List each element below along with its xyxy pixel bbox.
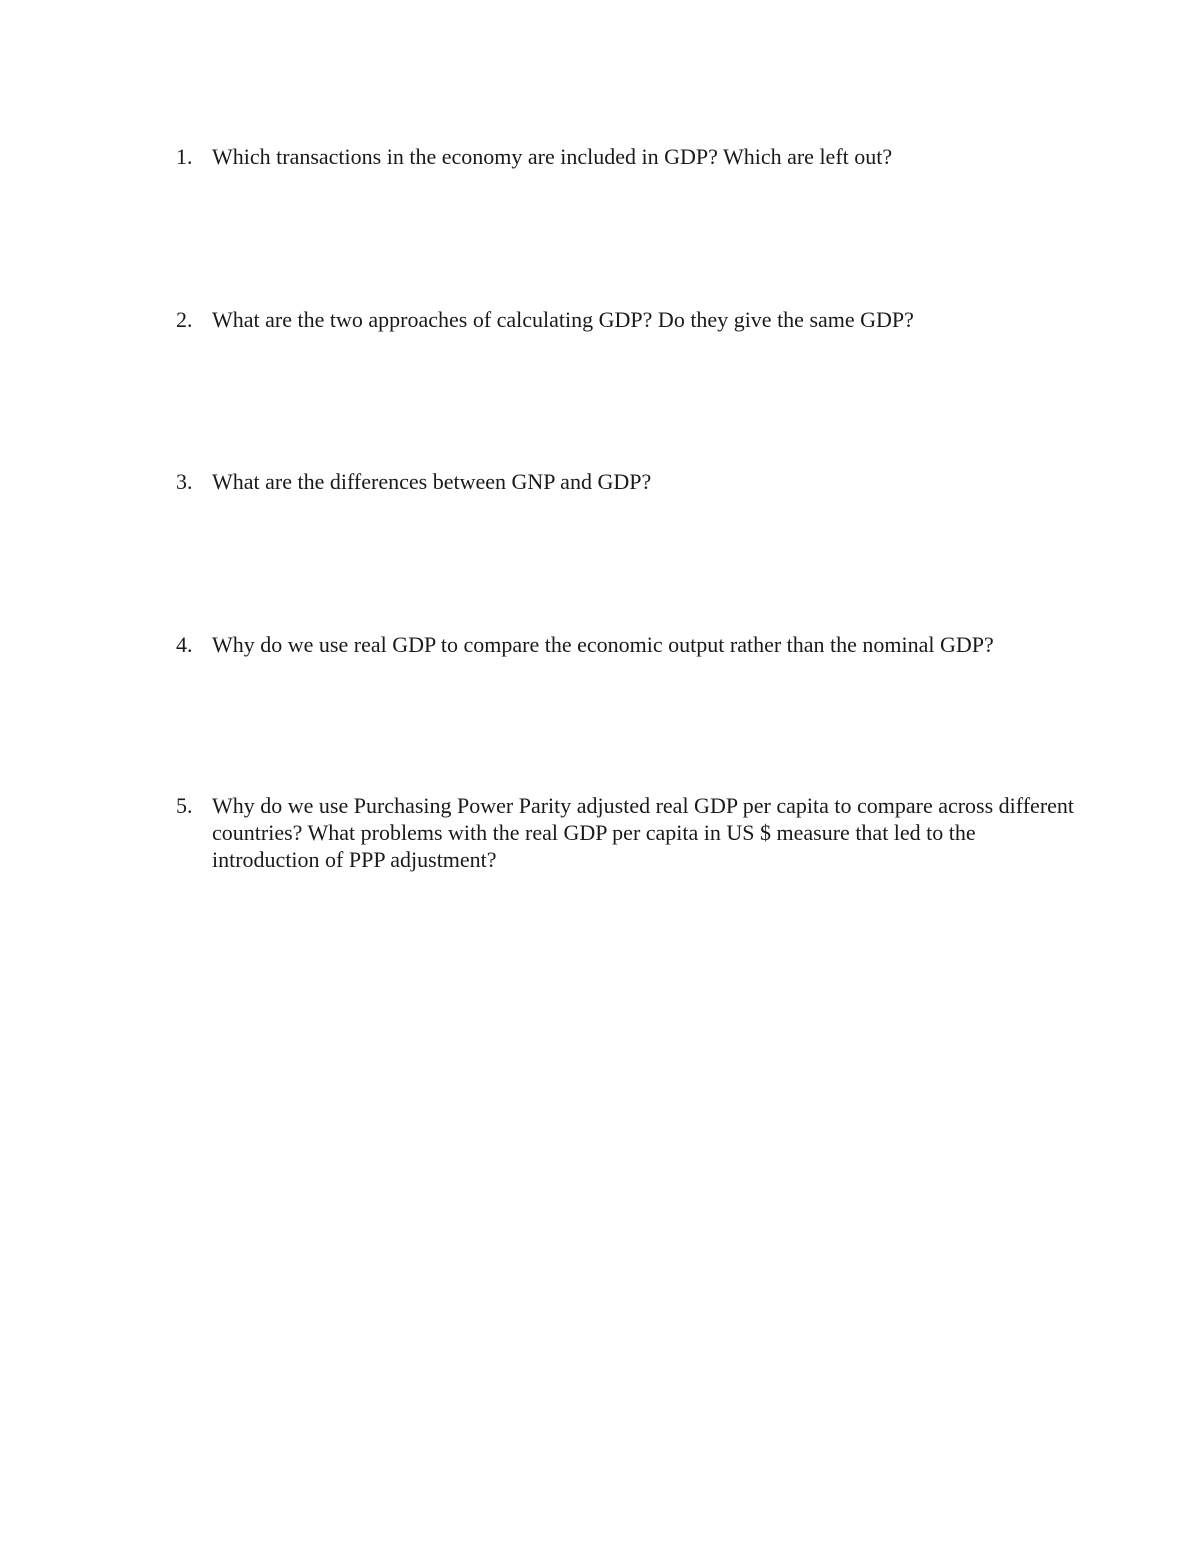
question-number: 1. [176,144,193,169]
question-number: 4. [176,632,193,657]
question-number: 2. [176,307,193,332]
question-item-4 [176,631,1076,658]
question-text: Why do we use Purchasing Power Parity adjusted real GDP per capita to compare across different countries? What problems with the real GDP per capita in US $ measure that led to the introduction of PPP adjustment? [212,793,1075,872]
question-text: What are the two approaches of calculating GDP? Do they give the same GDP? [212,307,914,332]
question-item-1 [176,143,1076,170]
question-text: Why do we use real GDP to compare the economic output rather than the nominal GDP? [212,632,994,657]
question-text: What are the differences between GNP and GDP? [212,469,652,494]
question-item-5 [176,792,1076,873]
question-item-2 [176,306,1076,333]
question-number: 3. [176,469,193,494]
question-number: 5. [176,793,193,818]
question-text: Which transactions in the economy are included in GDP? Which are left out? [212,144,893,169]
question-item-3 [176,468,1076,495]
